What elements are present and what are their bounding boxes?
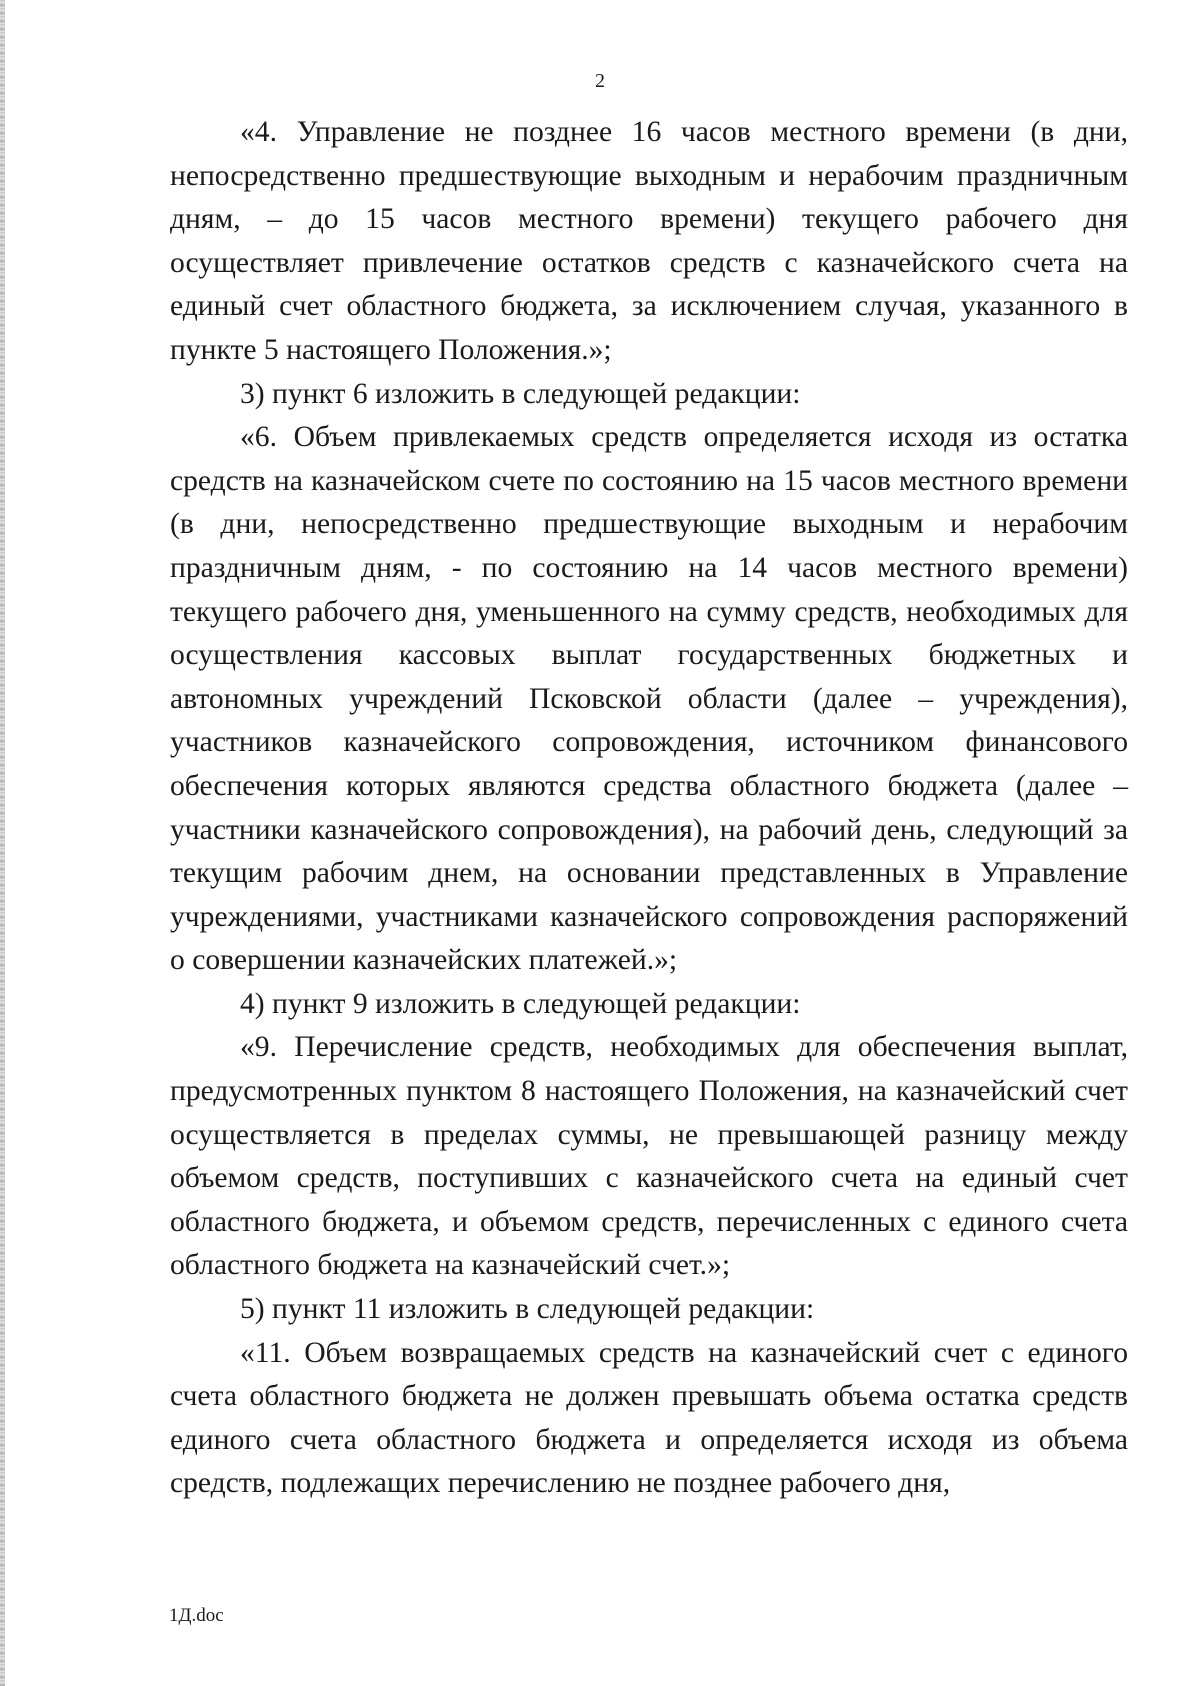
paragraph-clause-9: «9. Перечисление средств, необходимых для обеспечения выплат, предусмотренных пунктом 8 настоящего Положения, на казначейский счет осуществляется в пределах суммы, не превышающей разницу между объемом средств, поступивших с казначейского счета на единый счет областного бюджета, и объемом средств, перечисленных с единого счета областного бюджета на казначейский счет.»; <box>170 1031 1128 1282</box>
paragraph-clause-11: «11. Объем возвращаемых средств на казначейский счет с единого счета областного бюджета не должен превышать объема остатка средств единого счета областного бюджета и определяется исходя из объема средств, подлежащих перечислению не позднее рабочего дня, <box>170 1336 1128 1500</box>
document-body <box>170 111 1128 1506</box>
paragraph-amendment-4: 4) пункт 9 изложить в следующей редакции: <box>240 987 801 1020</box>
paragraph-amendment-3: 3) пункт 6 изложить в следующей редакции: <box>240 377 801 410</box>
paragraph-clause-4: «4. Управление не позднее 16 часов местного времени (в дни, непосредственно предшествующие выходным и нерабочим праздничным дням, – до 15 часов местного времени) текущего рабочего дня осуществляет привлечение остатков средств с казначейского счета на единый счет областного бюджета, за исключением случая, указанного в пункте 5 настоящего Положения.»; <box>170 116 1128 366</box>
footer-filename: 1Д.doc <box>169 1605 224 1626</box>
page-number: 2 <box>595 70 605 92</box>
paragraph-amendment-5: 5) пункт 11 изложить в следующей редакции: <box>240 1293 815 1326</box>
scan-edge <box>0 0 5 1686</box>
paragraph-clause-6: «6. Объем привлекаемых средств определяется исходя из остатка средств на казначейском счете по состоянию на 15 часов местного времени (в дни, непосредственно предшествующие выходным и нерабочим праздничным дням, - по состоянию на 14 часов местного времени) текущего рабочего дня, уменьшенного на сумму средств, необходимых для осуществления кассовых выплат государственных бюджетных и автономных учреждений Псковской области (далее – учреждения), участников казначейского сопровождения, источником финансового обеспечения которых являются средства областного бюджета (далее – участники казначейского сопровождения), на рабочий день, следующий за текущим рабочим днем, на основании представленных в Управление учреждениями, участниками казначейского сопровождения распоряжений о совершении казначейских платежей.»; <box>170 421 1128 977</box>
